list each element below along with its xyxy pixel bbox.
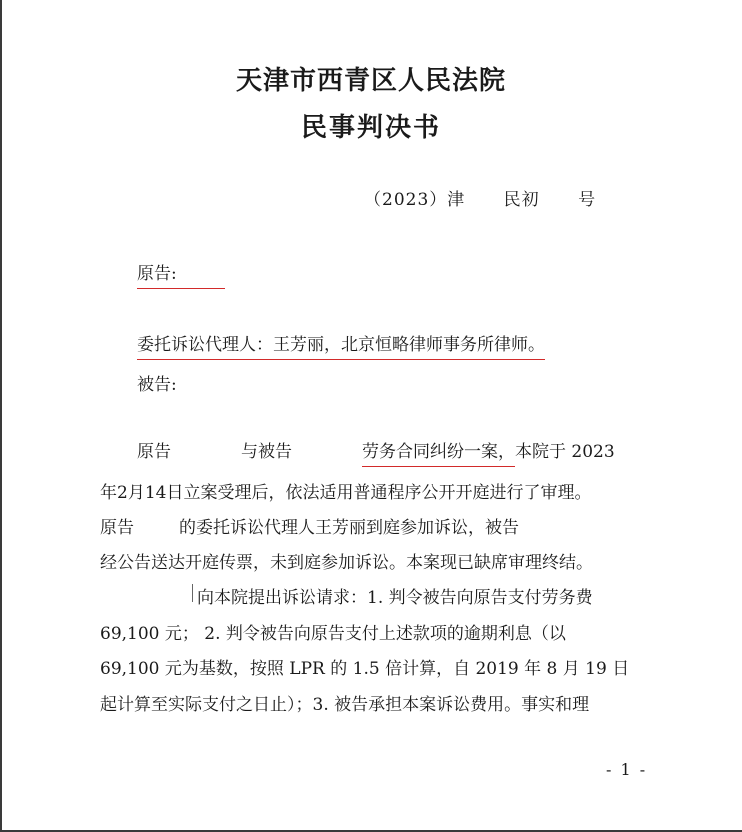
redacted-defendant-name — [292, 442, 362, 460]
agent-line — [137, 330, 545, 355]
plaintiff-word: 原告 — [137, 442, 171, 462]
paragraph-2-line-1: 向本院提出诉讼请求：1. 判令被告向原告支付劳务费 — [197, 588, 593, 608]
paragraph-1-line-2: 年2月14日立案受理后，依法适用普通程序公开开庭进行了审理。 — [100, 483, 592, 503]
case-cause-text: 劳务合同纠纷一案， — [362, 442, 515, 467]
plaintiff-line — [137, 259, 225, 284]
redacted-plaintiff-name — [171, 442, 241, 460]
paragraph-2-line-2: 69,100 元； 2. 判令被告向原告支付上述款项的逾期利息（以 — [100, 624, 566, 644]
plaintiff-label: 原告: — [137, 264, 225, 289]
redacted-plaintiff-name-2 — [134, 518, 179, 536]
document-type: 民事判决书 — [300, 113, 441, 143]
agent-appearance-text: 的委托诉讼代理人王芳丽到庭参加诉讼，被告 — [179, 518, 519, 538]
court-name: 天津市西青区人民法院 — [235, 66, 506, 96]
paragraph-1-line-1 — [137, 437, 615, 462]
court-accepted-text: 本院于 2023 — [515, 442, 615, 462]
and-defendant-text: 与被告 — [241, 442, 292, 462]
paragraph-1-line-4: 经公告送达开庭传票，未到庭参加诉讼。本案现已缺席审理终结。 — [100, 553, 593, 573]
page-number: - 1 - — [606, 760, 648, 779]
paragraph-2-line-4: 起计算至实际支付之日止）；3. 被告承担本案诉讼费用。事实和理 — [100, 695, 590, 715]
paragraph-2-line-3: 69,100 元为基数，按照 LPR 的 1.5 倍计算，自 2019 年 8 月 19 日 — [100, 659, 630, 679]
case-number: （2023）津 民初 号 — [364, 190, 597, 210]
agent-label: 委托诉讼代理人：王芳丽，北京恒略律师事务所律师。 — [137, 335, 545, 360]
defendant-line — [137, 370, 177, 395]
plaintiff-word-2: 原告 — [100, 518, 134, 538]
text-cursor — [192, 584, 193, 602]
paragraph-1-line-3 — [100, 513, 519, 538]
defendant-label: 被告: — [137, 375, 177, 395]
